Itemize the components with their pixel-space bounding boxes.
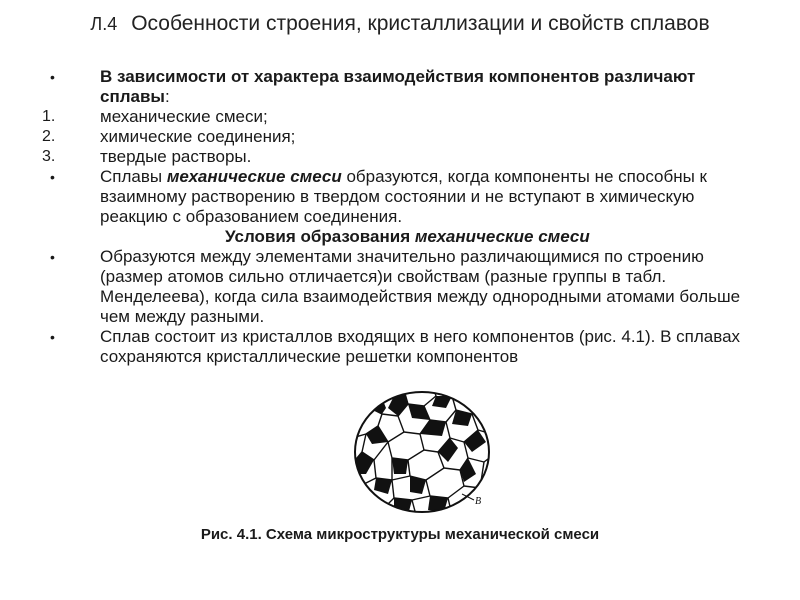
slide-title-text: Особенности строения, кристаллизации и свойств сплавов: [131, 12, 710, 35]
list-number: 2.: [42, 128, 56, 145]
list-number: 1.: [42, 108, 56, 125]
figure-caption: Рис. 4.1. Схема микроструктуры механической смеси: [200, 526, 600, 543]
list-item: [0, 107, 800, 127]
formation-paragraph: [0, 247, 800, 327]
list-item-text: химические соединения;: [100, 127, 296, 146]
slide-number: Л.4: [90, 14, 118, 34]
slide-title: [40, 10, 760, 38]
microstructure-figure: [352, 390, 492, 515]
list-number: 3.: [42, 148, 56, 165]
formation-text: Образуются между элементами значительно различающимися по строению (размер атомов сильно отличается)и свойствам (разные группы в табл. Менделеева), когда сила взаимодействия между однородными атомами больше чем между разными.: [100, 247, 741, 326]
conditions-heading: [0, 227, 800, 247]
structure-paragraph: [0, 327, 800, 367]
conditions-heading-text: Условия образования: [225, 227, 415, 246]
mechanical-mixture-paragraph: [0, 167, 800, 227]
list-item-text: твердые растворы.: [100, 147, 252, 166]
intro-text: В зависимости от характера взаимодействия компонентов различают сплавы: [100, 67, 696, 106]
microstructure-diagram: [352, 390, 492, 515]
slide-content: [0, 67, 800, 367]
conditions-heading-term: механические смеси: [414, 227, 590, 246]
emphasis-term: механические смеси: [166, 167, 342, 186]
list-item-text: механические смеси;: [100, 107, 268, 126]
list-item: [0, 127, 800, 147]
bullet-marker: •: [50, 249, 55, 265]
paragraph-text-end: образуются, когда компоненты не способны к взаимному растворению в твердом состоянии и не вступают в химическую реакцию с образованием соединения.: [100, 167, 707, 226]
bullet-marker: •: [50, 329, 55, 345]
intro-item: [0, 67, 800, 107]
bullet-marker: •: [50, 169, 55, 185]
structure-text: Сплав состоит из кристаллов входящих в него компонентов (рис. 4.1). В сплавах сохраняются кристаллические решетки компонентов: [100, 327, 741, 366]
paragraph-text-start: Сплавы: [100, 167, 167, 186]
intro-colon: :: [164, 87, 170, 106]
list-item: [0, 147, 800, 167]
bullet-marker: •: [50, 69, 55, 85]
phase-label: B: [475, 496, 482, 507]
